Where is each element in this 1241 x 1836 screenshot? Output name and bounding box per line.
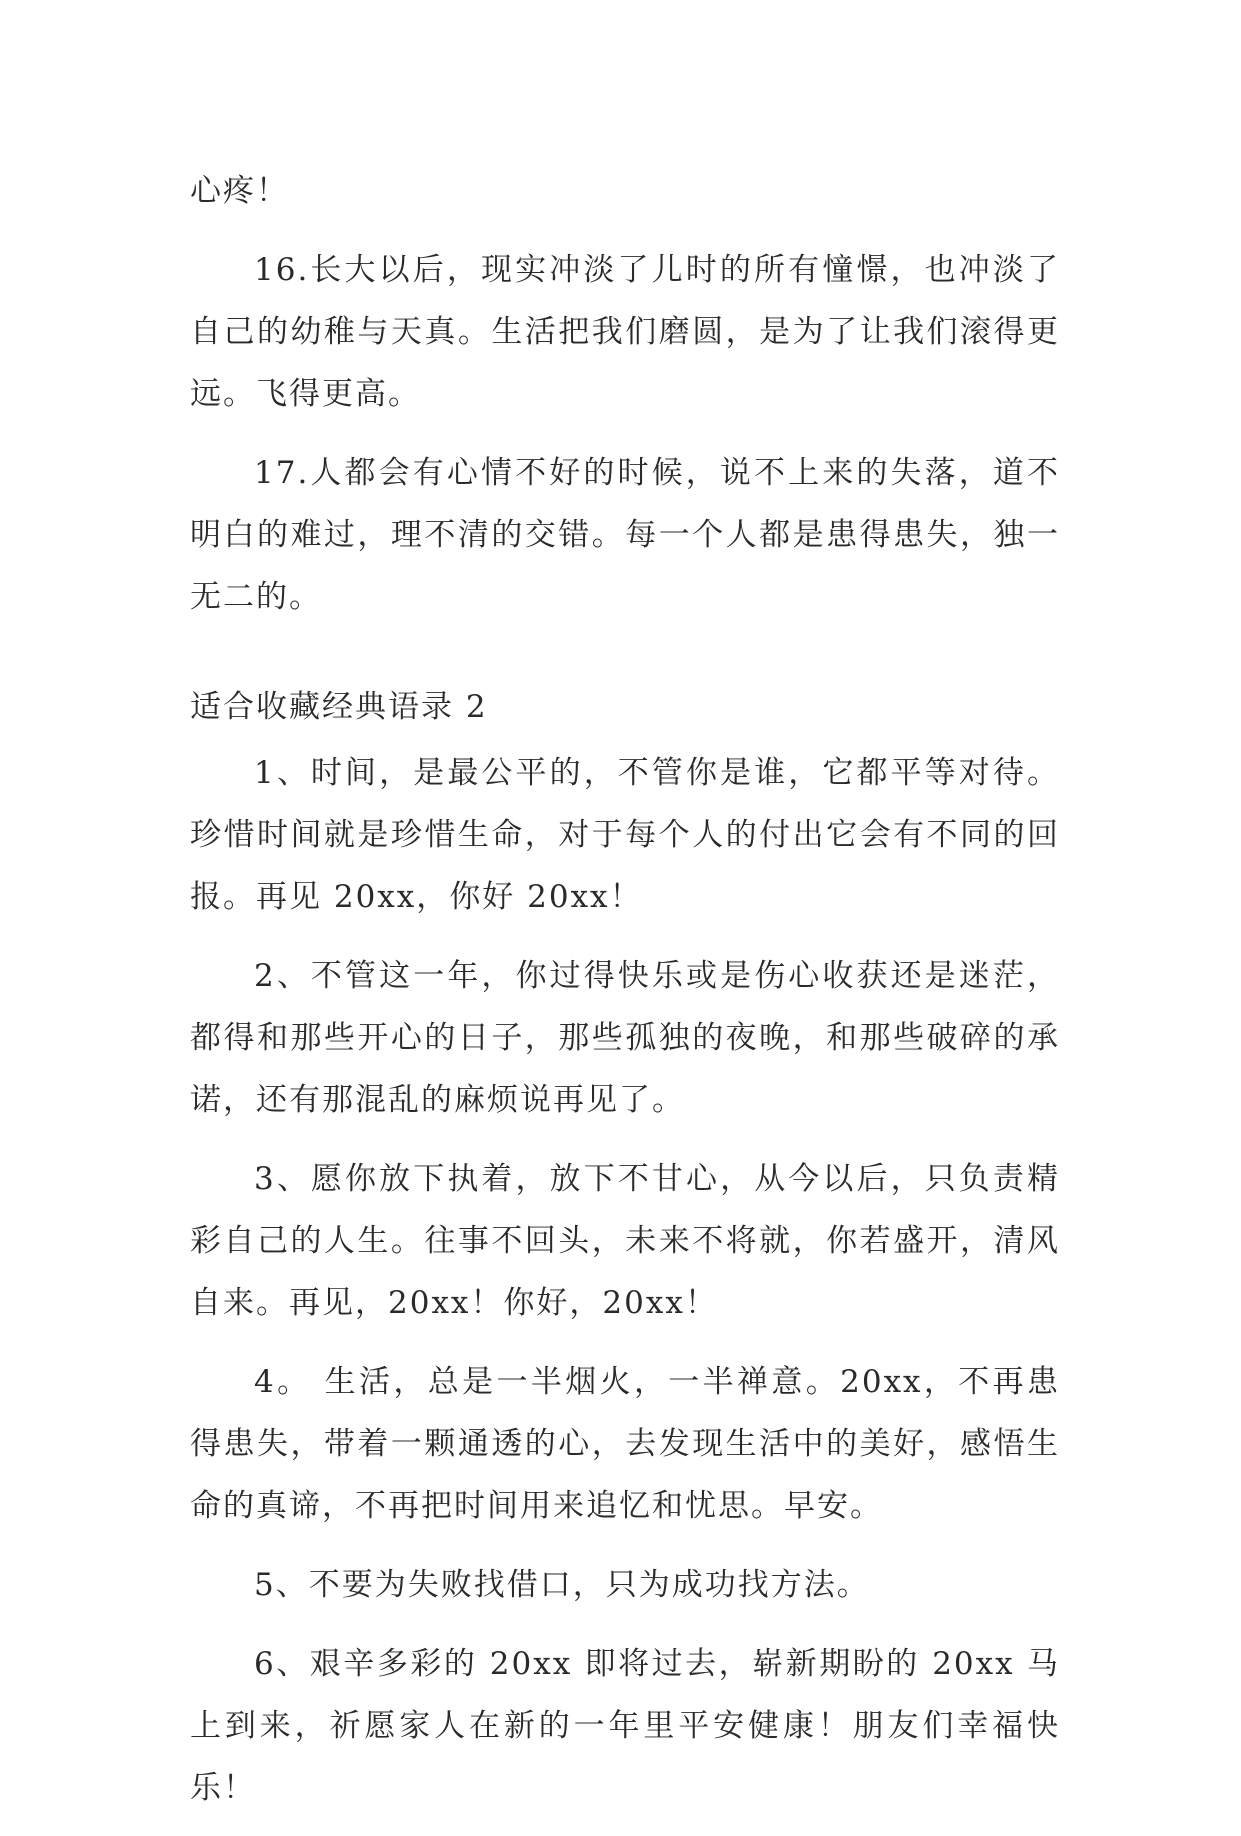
paragraph-quote-2: 2、不管这一年，你过得快乐或是伤心收获还是迷茫，都得和那些开心的日子，那些孤独的夜晚，和那些破碎的承诺，还有那混乱的麻烦说再见了。 — [190, 958, 1060, 1118]
paragraph-quote-5: 5、不要为失败找借口，只为成功找方法。 — [254, 1567, 870, 1603]
paragraph-quote-3: 3、愿你放下执着，放下不甘心，从今以后，只负责精彩自己的人生。往事不回头，未来不将就，你若盛开，清风自来。再见，20xx！你好，20xx！ — [190, 1161, 1060, 1321]
paragraph-quote-16: 16.长大以后，现实冲淡了儿时的所有憧憬，也冲淡了自己的幼稚与天真。生活把我们磨圆，是为了让我们滚得更远。飞得更高。 — [190, 252, 1060, 412]
paragraph-quote-4: 4。 生活，总是一半烟火，一半禅意。20xx，不再患得患失，带着一颗通透的心，去发现生活中的美好，感悟生命的真谛，不再把时间用来追忆和忧思。早安。 — [190, 1364, 1060, 1524]
section-heading: 适合收藏经典语录 2 — [190, 689, 488, 725]
document-body — [190, 160, 1060, 1836]
paragraph-quote-6: 6、艰辛多彩的 20xx 即将过去，崭新期盼的 20xx 马上到来，祈愿家人在新的一年里平安健康！朋友们幸福快乐！ — [190, 1646, 1060, 1806]
paragraph-quote-1: 1、时间，是最公平的，不管你是谁，它都平等对待。珍惜时间就是珍惜生命，对于每个人的付出它会有不同的回报。再见 20xx，你好 20xx！ — [190, 755, 1060, 915]
paragraph-quote-17: 17.人都会有心情不好的时候，说不上来的失落，道不明白的难过，理不清的交错。每一个人都是患得患失，独一无二的。 — [190, 455, 1060, 615]
paragraph-continuation: 心疼！ — [190, 173, 289, 209]
